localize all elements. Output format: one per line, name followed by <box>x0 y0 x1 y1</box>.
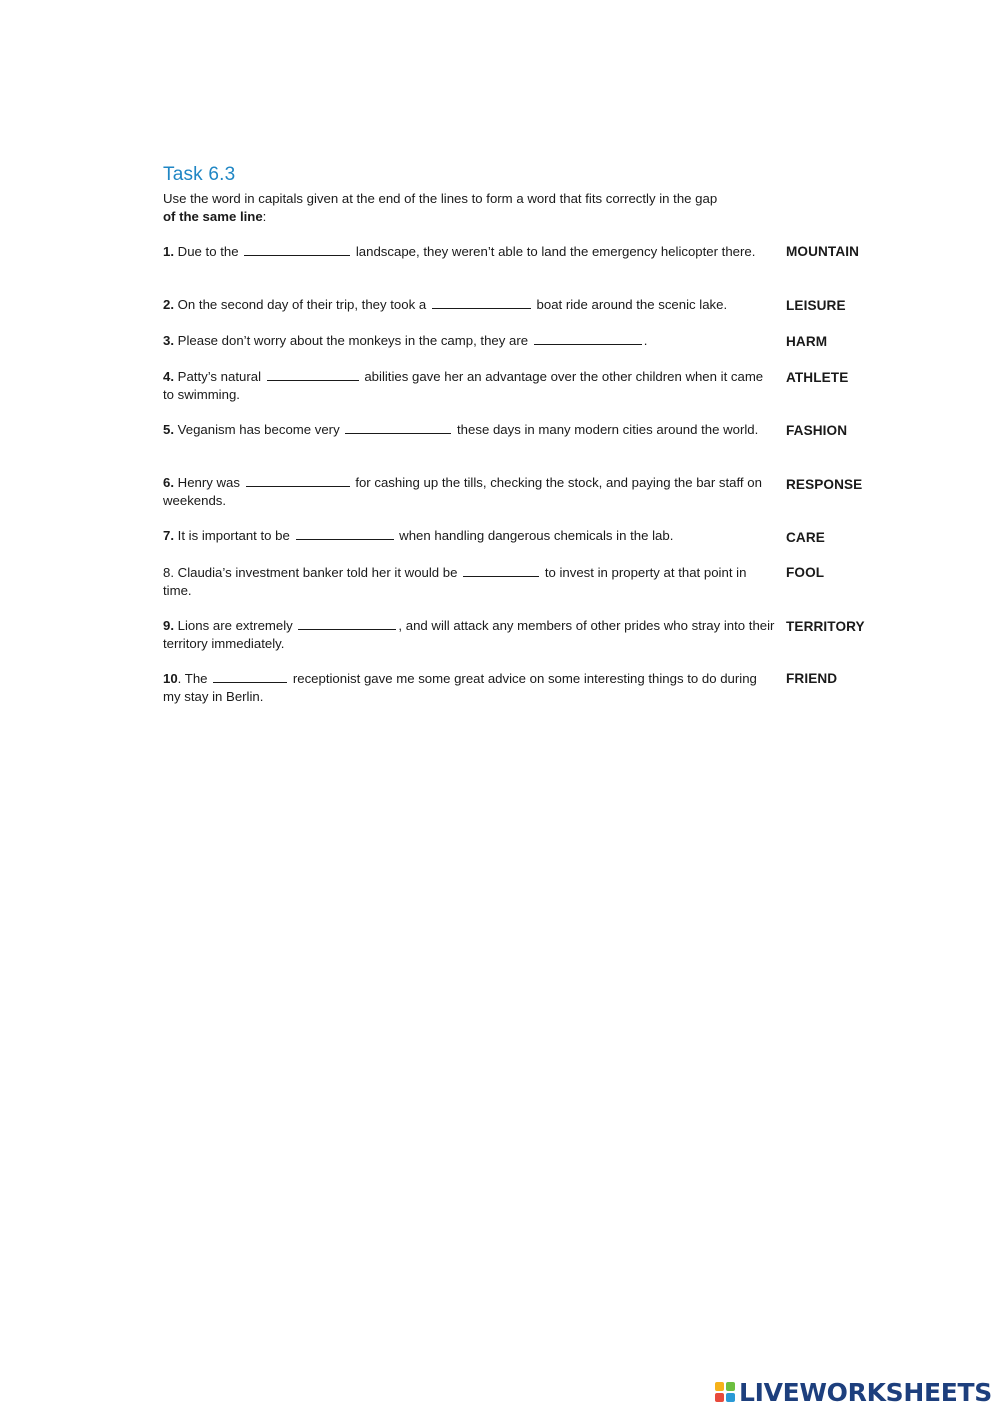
answer-gap-4[interactable] <box>267 368 359 381</box>
item-number: 2. <box>163 297 174 312</box>
task-instruction <box>163 190 783 225</box>
item-text-after: when handling dangerous chemicals in the lab. <box>399 528 674 543</box>
answer-gap-7[interactable] <box>296 527 394 540</box>
item-number: 7. <box>163 528 174 543</box>
task-title: Task 6.3 <box>163 164 236 185</box>
exercise-item-10 <box>163 670 775 705</box>
item-text-after: landscape, they weren’t able to land the emergency helicopter there. <box>355 244 756 259</box>
logo-mark-icon <box>715 1382 735 1402</box>
answer-gap-5[interactable] <box>345 421 451 434</box>
item-number: 5. <box>163 422 174 437</box>
item-number: 3. <box>163 333 174 348</box>
exercise-item-6 <box>163 474 775 509</box>
item-text-before: Claudia’s investment banker told her it would be <box>177 565 458 580</box>
answer-gap-1[interactable] <box>244 243 350 256</box>
item-text-after: to invest in property at that point in time. <box>163 565 747 598</box>
item-text-after: abilities gave her an advantage over the other children when it came to swimming. <box>163 369 764 402</box>
item-text-before: Patty’s natural <box>177 369 261 384</box>
key-word-4: ATHLETE <box>786 370 849 385</box>
key-word-3: HARM <box>786 334 828 349</box>
exercise-item-4 <box>163 368 775 403</box>
item-text-before: Please don’t worry about the monkeys in the camp, they are <box>177 333 529 348</box>
answer-gap-8[interactable] <box>463 564 539 577</box>
liveworksheets-logo <box>715 1377 992 1407</box>
item-text-before: Henry was <box>177 475 240 490</box>
key-word-7: CARE <box>786 530 825 545</box>
instruction-line-1: Use the word in capitals given at the end of the lines to form a word that fits correctly in the gap <box>163 191 718 206</box>
logo-tile <box>726 1393 735 1402</box>
logo-tile <box>715 1382 724 1391</box>
exercise-item-5 <box>163 421 775 439</box>
answer-gap-6[interactable] <box>246 474 350 487</box>
item-text-after: . <box>643 333 648 348</box>
logo-tile <box>715 1393 724 1402</box>
item-text-after: these days in many modern cities around the world. <box>457 422 759 437</box>
exercise-item-1 <box>163 243 775 261</box>
instruction-colon: : <box>262 208 267 224</box>
exercise-item-2 <box>163 296 793 314</box>
key-word-2: LEISURE <box>786 298 846 313</box>
logo-text: LIVEWORKSHEETS <box>738 1377 992 1407</box>
instruction-line-2: of the same line <box>163 208 263 224</box>
key-word-8: FOOL <box>786 565 825 580</box>
exercise-item-8 <box>163 564 775 599</box>
item-text-after: receptionist gave me some great advice on some interesting things to do during my stay in Berlin. <box>163 671 757 704</box>
item-text-after: boat ride around the scenic lake. <box>536 297 728 312</box>
item-text-before: . The <box>177 671 208 686</box>
item-text-after: for cashing up the tills, checking the stock, and paying the bar staff on weekends. <box>163 475 762 508</box>
item-number: 10 <box>163 671 178 686</box>
item-text-after: , and will attack any members of other prides who stray into their territory immediately. <box>163 618 775 651</box>
key-word-5: FASHION <box>786 423 848 438</box>
answer-gap-10[interactable] <box>213 670 287 683</box>
item-number: 8. <box>163 565 174 580</box>
answer-gap-3[interactable] <box>534 332 642 345</box>
item-text-before: It is important to be <box>177 528 290 543</box>
item-text-before: Veganism has become very <box>177 422 340 437</box>
item-number: 4. <box>163 369 174 384</box>
item-number: 6. <box>163 475 174 490</box>
key-word-1: MOUNTAIN <box>786 244 860 259</box>
key-word-6: RESPONSE <box>786 477 863 492</box>
key-word-9: TERRITORY <box>786 619 865 634</box>
item-number: 9. <box>163 618 174 633</box>
item-text-before: On the second day of their trip, they took a <box>177 297 427 312</box>
item-text-before: Due to the <box>177 244 239 259</box>
exercise-item-9 <box>163 617 775 652</box>
exercise-item-3 <box>163 332 775 350</box>
logo-tile <box>726 1382 735 1391</box>
answer-gap-9[interactable] <box>298 617 396 630</box>
item-text-before: Lions are extremely <box>177 618 293 633</box>
answer-gap-2[interactable] <box>432 296 531 309</box>
key-word-10: FRIEND <box>786 671 838 686</box>
exercise-item-7 <box>163 527 775 545</box>
item-number: 1. <box>163 244 174 259</box>
